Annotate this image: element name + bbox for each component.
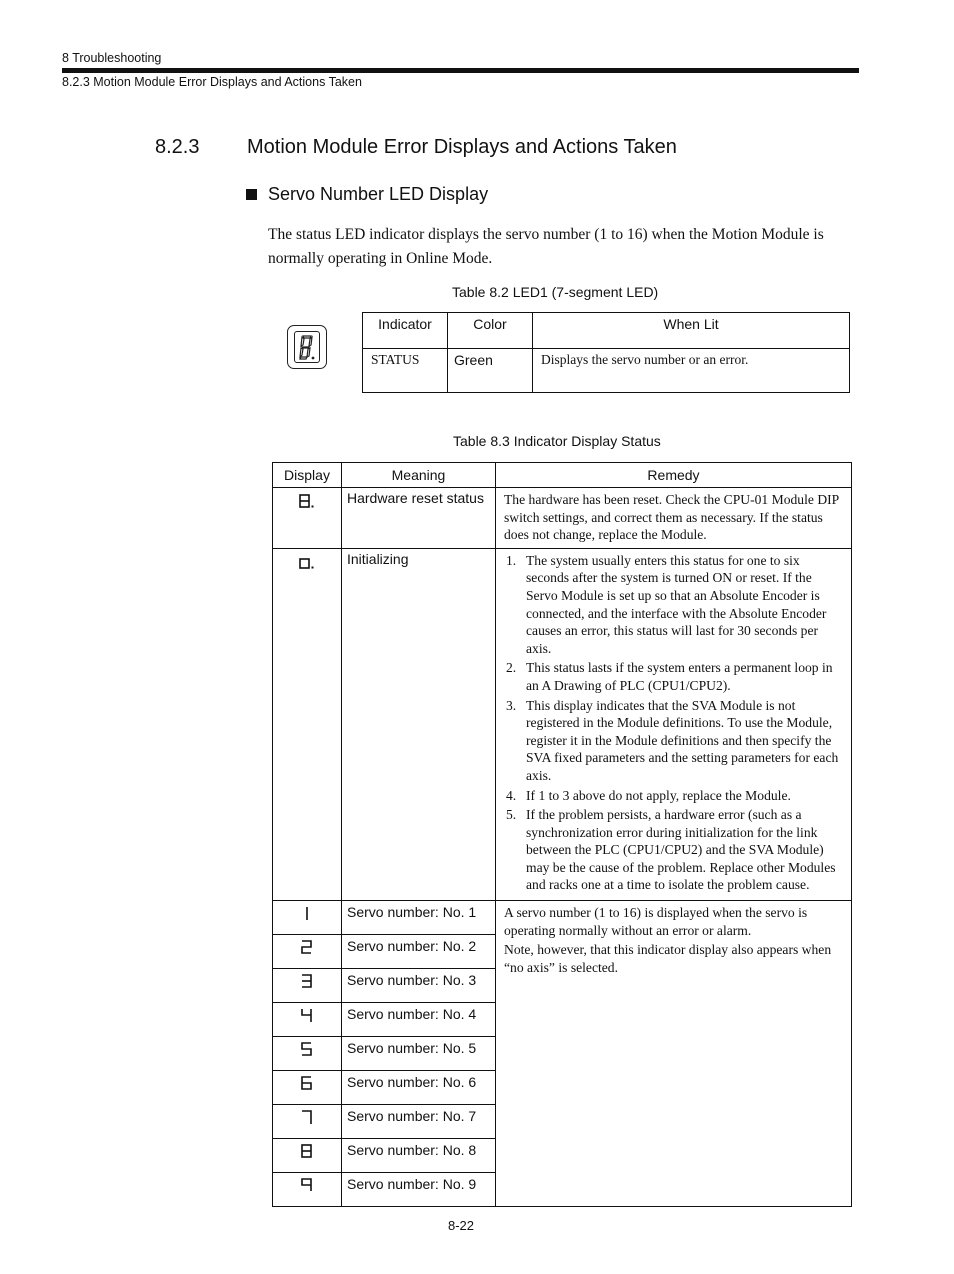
segment-8-dot-icon — [298, 492, 316, 510]
segment-6-icon — [299, 1073, 315, 1093]
segment-box-dot-icon — [298, 553, 316, 571]
table1-header-color: Color — [448, 313, 533, 349]
table-row — [273, 901, 852, 935]
meaning-cell: Servo number: No. 1 — [342, 901, 496, 935]
display-cell — [273, 1037, 342, 1071]
remedy-list — [504, 552, 845, 894]
meaning-cell: Servo number: No. 6 — [342, 1071, 496, 1105]
meaning-cell: Servo number: No. 9 — [342, 1173, 496, 1207]
remedy-cell: The hardware has been reset. Check the CPU-01 Module DIP switch settings, and correct them as necessary. If the status does not change, replace the Module. — [496, 488, 852, 549]
segment-2-icon — [299, 937, 315, 957]
display-cell — [273, 1105, 342, 1139]
meaning-cell: Servo number: No. 8 — [342, 1139, 496, 1173]
meaning-cell: Servo number: No. 2 — [342, 935, 496, 969]
list-item: 2. This status lasts if the system enters a permanent loop in an A Drawing of PLC (CPU1/CPU2). — [506, 660, 833, 693]
table1-header-indicator: Indicator — [363, 313, 448, 349]
section-number: 8.2.3 — [155, 136, 200, 158]
meaning-cell: Hardware reset status — [342, 488, 496, 549]
table1-header-when-lit: When Lit — [533, 313, 850, 349]
table1-color: Green — [448, 349, 533, 393]
table1-caption: Table 8.2 LED1 (7-segment LED) — [452, 284, 659, 300]
display-cell — [273, 488, 342, 549]
header-rule — [62, 68, 859, 73]
section-title: Motion Module Error Displays and Actions Taken — [247, 136, 677, 158]
table-row — [273, 488, 852, 549]
display-cell — [273, 1139, 342, 1173]
table1-indicator: STATUS — [363, 349, 448, 393]
running-header-chapter: 8 Troubleshooting — [62, 51, 162, 65]
remedy-cell — [496, 548, 852, 900]
display-cell — [273, 1003, 342, 1037]
meaning-cell: Servo number: No. 4 — [342, 1003, 496, 1037]
meaning-cell: Servo number: No. 7 — [342, 1105, 496, 1139]
intro-paragraph: The status LED indicator displays the servo number (1 to 16) when the Motion Module is normally operating in Online Mode. — [268, 226, 824, 267]
segment-1-icon — [299, 903, 315, 923]
display-cell — [273, 1173, 342, 1207]
list-item: 4. If 1 to 3 above do not apply, replace the Module. — [506, 787, 791, 803]
segment-3-icon — [299, 971, 315, 991]
remedy-cell: A servo number (1 to 16) is displayed when the servo is operating normally without an error or alarm. Note, however, that this indicator display also appears when “no axis” is selected. — [496, 901, 852, 1207]
segment-7-icon — [299, 1107, 315, 1127]
subsection-heading — [246, 184, 488, 205]
led-table — [362, 312, 850, 393]
list-item: 5. If the problem persists, a hardware error (such as a synchronization error during initialization for the link between the PLC (CPU1/CPU2) and the SVA Module) may be the cause of the problem. Replace other Modules and racks one at a time to isolate the problem cause. — [506, 807, 836, 893]
meaning-cell: Servo number: No. 5 — [342, 1037, 496, 1071]
segment-9-icon — [299, 1175, 315, 1195]
list-item: 3. This display indicates that the SVA Module is not registered in the Module definitions. To use the Module, register it in the Module definitions and then specify the SVA fixed parameters and the setting parameters for each axis. — [506, 697, 839, 783]
running-header-section: 8.2.3 Motion Module Error Displays and Actions Taken — [62, 75, 362, 89]
subsection-title: Servo Number LED Display — [268, 184, 489, 204]
meaning-cell: Servo number: No. 3 — [342, 969, 496, 1003]
display-cell — [273, 1071, 342, 1105]
table2-header-meaning: Meaning — [342, 463, 496, 488]
table2-caption: Table 8.3 Indicator Display Status — [453, 433, 661, 449]
indicator-status-table — [272, 462, 852, 1207]
display-cell — [273, 548, 342, 900]
list-item: 1. The system usually enters this status for one to six seconds after the system is turned ON or reset. If the Servo Module is set up so that an Absolute Encoder is connected, and the interface with the Absolute Encoder causes an error, this status will last for 30 seconds per axis. — [506, 552, 827, 656]
display-cell — [273, 901, 342, 935]
segment-5-icon — [299, 1039, 315, 1059]
display-cell — [273, 935, 342, 969]
segment-8-icon — [299, 1141, 315, 1161]
seven-segment-led-icon — [287, 325, 327, 369]
table-row — [273, 548, 852, 900]
display-cell — [273, 969, 342, 1003]
table1-when-lit: Displays the servo number or an error. — [533, 349, 850, 393]
table2-header-remedy: Remedy — [496, 463, 852, 488]
square-bullet-icon — [246, 189, 257, 200]
table2-header-display: Display — [273, 463, 342, 488]
meaning-cell: Initializing — [342, 548, 496, 900]
segment-4-icon — [299, 1005, 315, 1025]
page-number: 8-22 — [448, 1218, 475, 1233]
